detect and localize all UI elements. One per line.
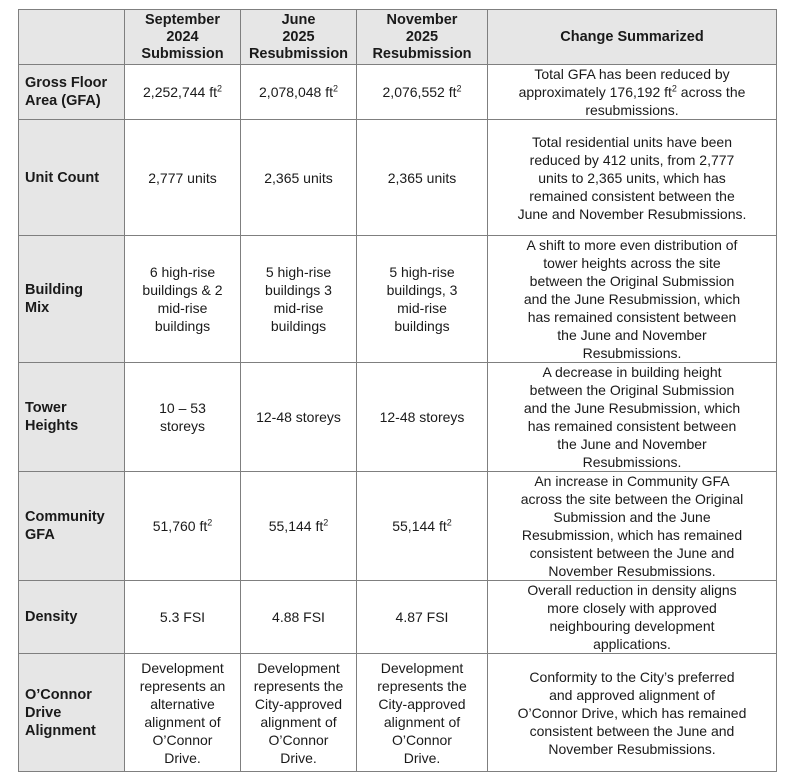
row-label: Unit Count	[19, 120, 125, 236]
change-summary: A shift to more even distribution of tower heights across the site between the Original Submission and the June Resubmission, which has remained consistent between the June and November Resubmissions.	[488, 236, 777, 363]
row-density	[19, 581, 777, 654]
change-summary: Overall reduction in density aligns more closely with approved neighbouring development applications.	[488, 581, 777, 654]
value-september-2024: 6 high-rise buildings & 2 mid-rise buildings	[125, 236, 241, 363]
table-body	[19, 65, 777, 772]
value-november-2025: Development represents the City-approved alignment of O’Connor Drive.	[357, 654, 488, 772]
row-tower-heights	[19, 363, 777, 472]
row-unit-count	[19, 120, 777, 236]
value-november-2025: 4.87 FSI	[357, 581, 488, 654]
row-oconnor-drive-alignment	[19, 654, 777, 772]
change-summary: Conformity to the City’s preferred and approved alignment of O’Connor Drive, which has remained consistent between the June and November Resubmissions.	[488, 654, 777, 772]
value-june-2025: 2,365 units	[241, 120, 357, 236]
change-summary: An increase in Community GFA across the site between the Original Submission and the June Resubmission, which has remained consistent between the June and November Resubmissions.	[488, 472, 777, 581]
header-june-2025: June 2025 Resubmission	[241, 10, 357, 65]
value-november-2025: 2,365 units	[357, 120, 488, 236]
value-september-2024: 51,760 $ft^2$	[125, 472, 241, 581]
row-label: O’Connor Drive Alignment	[19, 654, 125, 772]
value-september-2024: 2,777 units	[125, 120, 241, 236]
value-november-2025: 12-48 storeys	[357, 363, 488, 472]
value-november-2025: 55,144 $ft^2$	[357, 472, 488, 581]
header-row	[19, 10, 777, 65]
row-label: Building Mix	[19, 236, 125, 363]
value-june-2025: 12-48 storeys	[241, 363, 357, 472]
value-june-2025: 55,144 $ft^2$	[241, 472, 357, 581]
row-community-gfa	[19, 472, 777, 581]
change-summary: Total residential units have been reduced by 412 units, from 2,777 units to 2,365 units, which has remained consistent between the June and November Resubmissions.	[488, 120, 777, 236]
header-november-2025: November 2025 Resubmission	[357, 10, 488, 65]
comparison-table	[18, 9, 777, 772]
value-september-2024: 10 – 53 storeys	[125, 363, 241, 472]
value-november-2025: 5 high-rise buildings, 3 mid-rise buildings	[357, 236, 488, 363]
header-september-2024: September 2024 Submission	[125, 10, 241, 65]
row-building-mix	[19, 236, 777, 363]
value-june-2025: Development represents the City-approved alignment of O’Connor Drive.	[241, 654, 357, 772]
value-november-2025: 2,076,552 $ft^2$	[357, 65, 488, 120]
row-label: Density	[19, 581, 125, 654]
value-june-2025: 5 high-rise buildings 3 mid-rise buildings	[241, 236, 357, 363]
value-september-2024: 5.3 FSI	[125, 581, 241, 654]
change-summary: Total GFA has been reduced by approximately 176,192 $ft^2$ across the resubmissions.	[488, 65, 777, 120]
change-summary: A decrease in building height between the Original Submission and the June Resubmission, which has remained consistent between the June and November Resubmissions.	[488, 363, 777, 472]
value-june-2025: 4.88 FSI	[241, 581, 357, 654]
row-gross-floor-area	[19, 65, 777, 120]
header-change-summarized: Change Summarized	[488, 10, 777, 65]
value-september-2024: 2,252,744 $ft^2$	[125, 65, 241, 120]
value-september-2024: Development represents an alternative alignment of O’Connor Drive.	[125, 654, 241, 772]
row-label: Tower Heights	[19, 363, 125, 472]
row-label: Community GFA	[19, 472, 125, 581]
row-label: Gross Floor Area (GFA)	[19, 65, 125, 120]
value-june-2025: 2,078,048 $ft^2$	[241, 65, 357, 120]
header-corner	[19, 10, 125, 65]
